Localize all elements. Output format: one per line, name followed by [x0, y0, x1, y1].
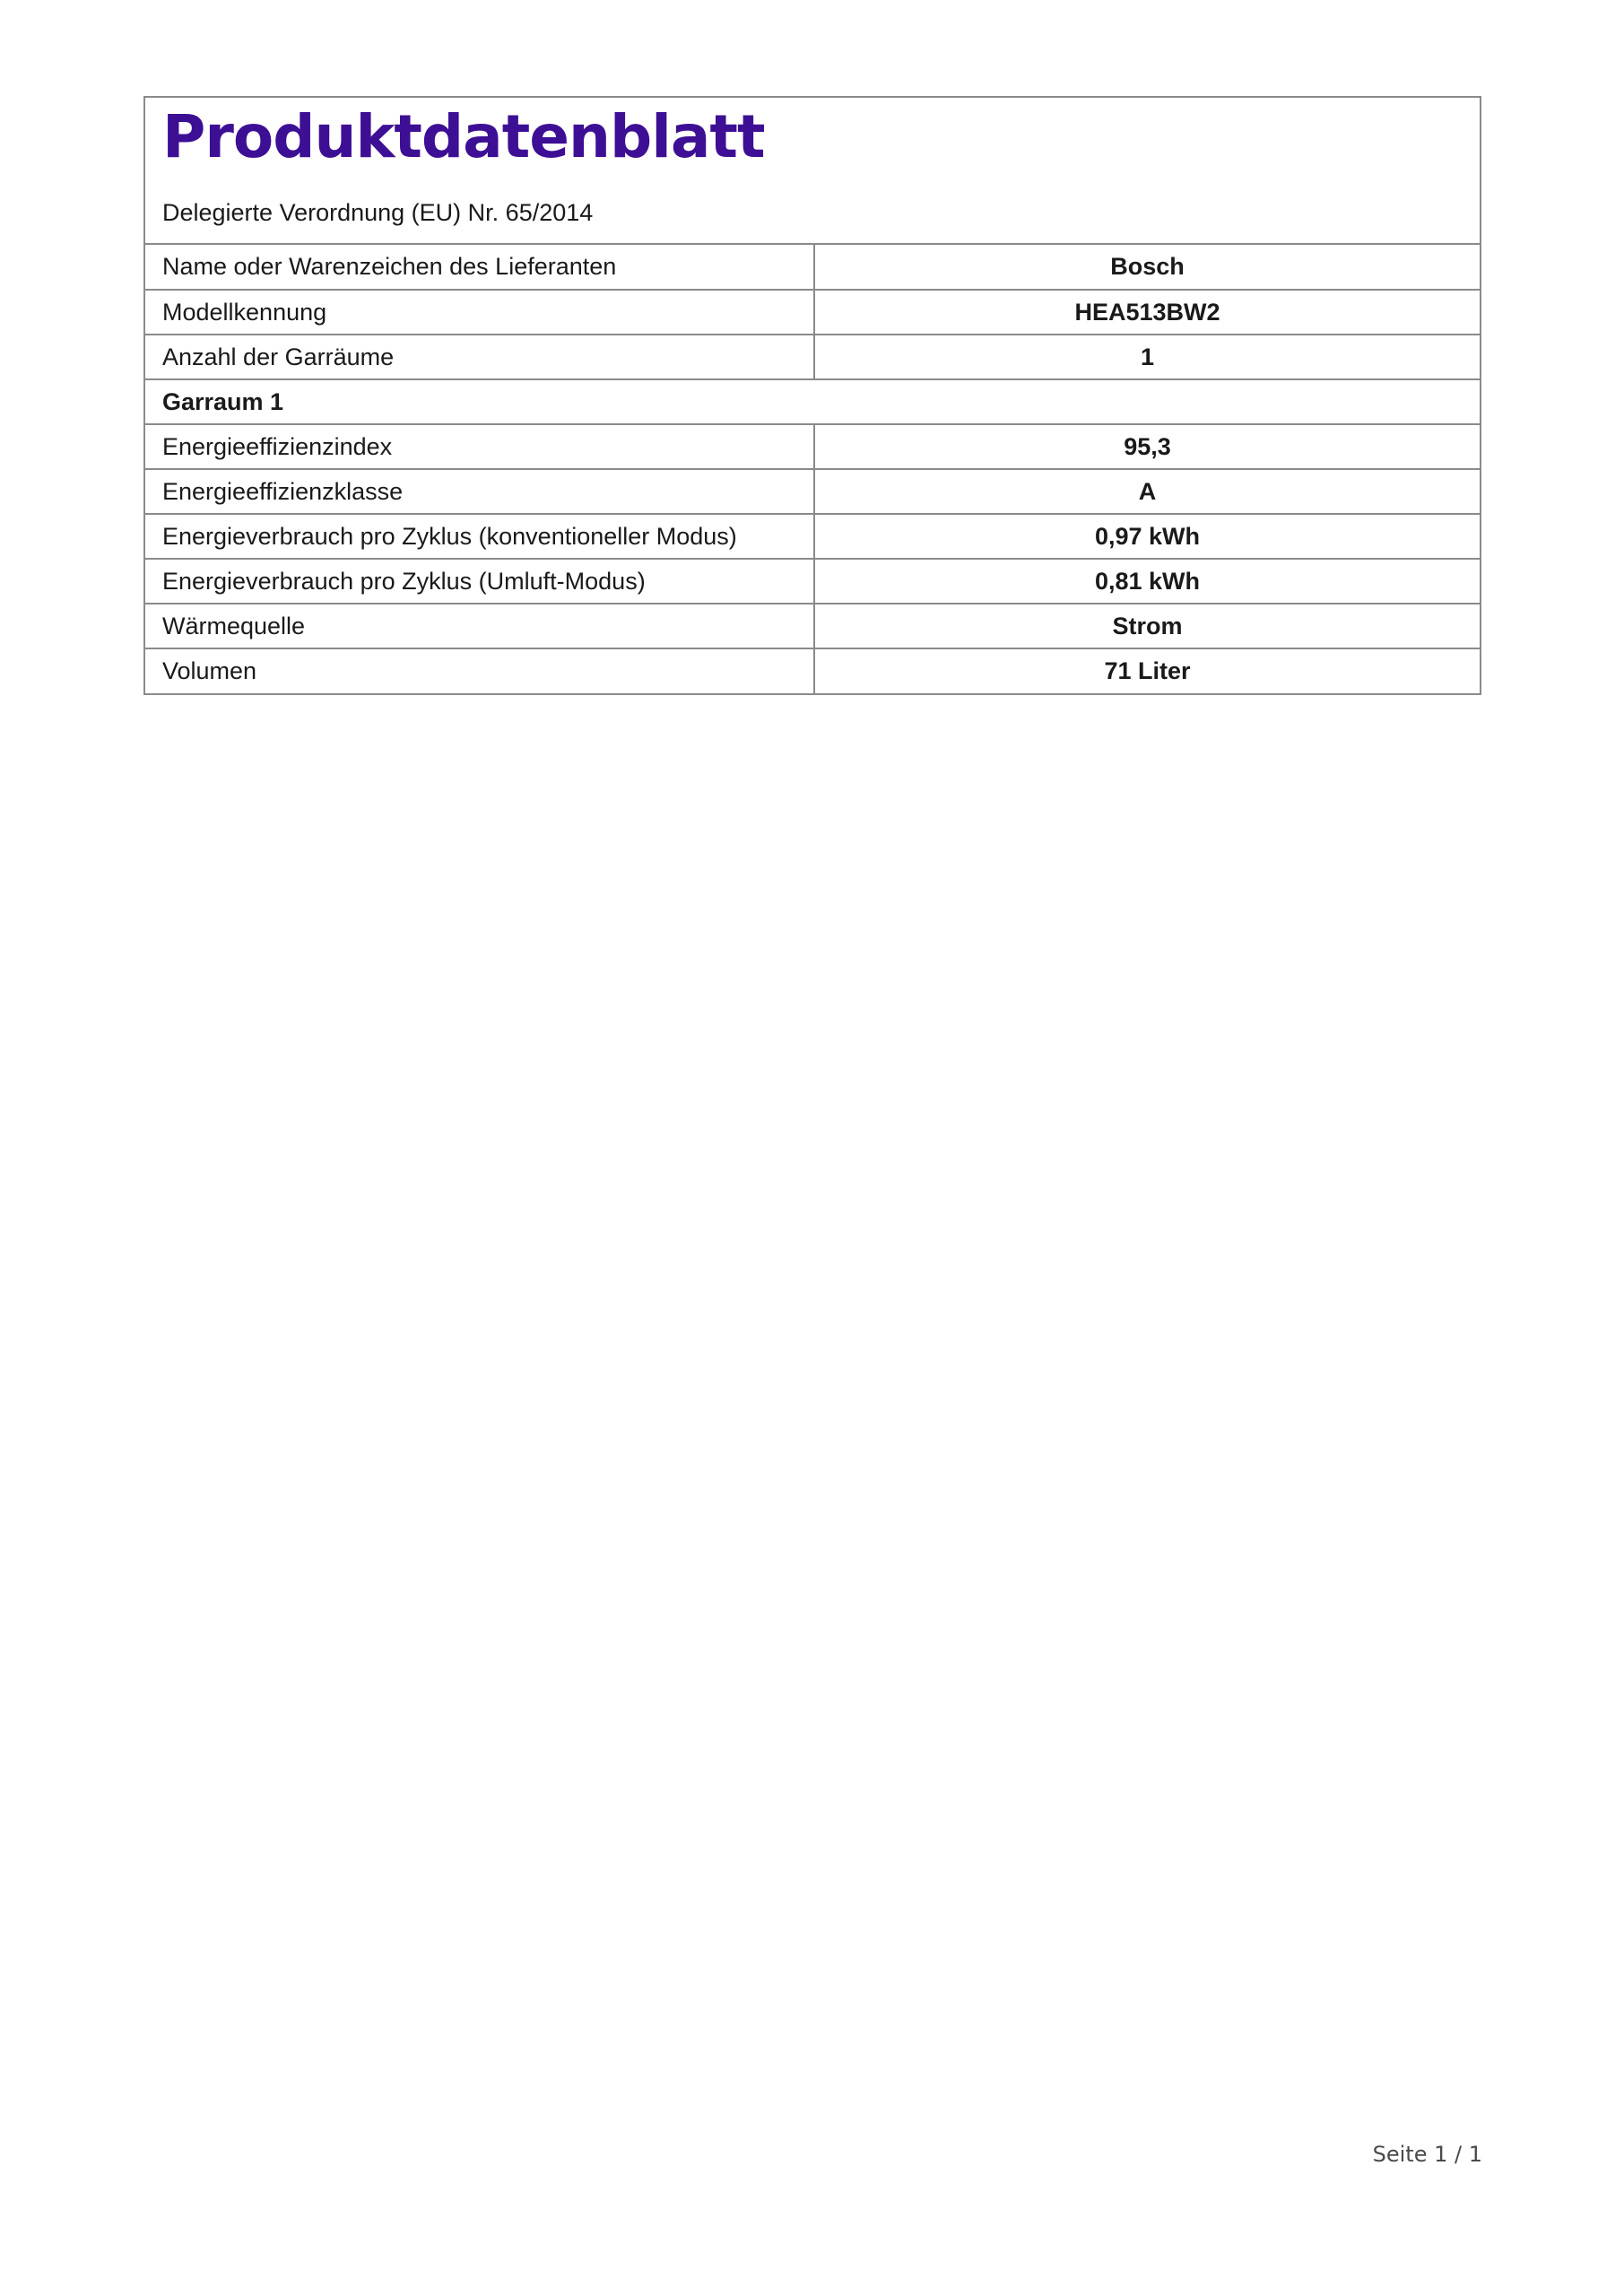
row-value-model: HEA513BW2: [814, 290, 1480, 335]
row-value-supplier: Bosch: [814, 245, 1480, 290]
row-label-heat-source: Wärmequelle: [145, 604, 814, 648]
table-row: [145, 245, 1480, 290]
table-row: [145, 290, 1480, 335]
row-label-consumption-conventional: Energieverbrauch pro Zyklus (konventioneller Modus): [145, 514, 814, 559]
section-heading: Garraum 1: [145, 379, 1480, 424]
row-label-volume: Volumen: [145, 648, 814, 693]
table-row: [145, 604, 1480, 648]
sheet-header: [145, 98, 1480, 245]
row-value-volume: 71 Liter: [814, 648, 1480, 693]
table-row: [145, 514, 1480, 559]
row-label-energy-class: Energieeffizienzklasse: [145, 469, 814, 514]
page-title: Produktdatenblatt: [162, 102, 765, 171]
row-value-consumption-fan: 0,81 kWh: [814, 559, 1480, 604]
table-row: [145, 424, 1480, 469]
row-label-supplier: Name oder Warenzeichen des Lieferanten: [162, 253, 617, 281]
section-row: [145, 379, 1480, 424]
table-row: [145, 559, 1480, 604]
page-number: Seite 1 / 1: [1372, 2142, 1482, 2167]
row-label-model: Modellkennung: [145, 290, 814, 335]
row-label-eei: Energieeffizienzindex: [145, 424, 814, 469]
row-value-eei: 95,3: [814, 424, 1480, 469]
spec-table: [145, 245, 1480, 693]
table-row: [145, 648, 1480, 693]
row-value-heat-source: Strom: [814, 604, 1480, 648]
regulation-subtitle: Delegierte Verordnung (EU) Nr. 65/2014: [162, 199, 594, 226]
product-data-sheet: [143, 96, 1481, 695]
row-value-consumption-conventional: 0,97 kWh: [814, 514, 1480, 559]
row-label-cavities: Anzahl der Garräume: [145, 335, 814, 379]
row-value-cavities: 1: [814, 335, 1480, 379]
row-value-energy-class: A: [814, 469, 1480, 514]
table-row: [145, 469, 1480, 514]
row-label-consumption-fan: Energieverbrauch pro Zyklus (Umluft-Modus): [145, 559, 814, 604]
table-row: [145, 335, 1480, 379]
